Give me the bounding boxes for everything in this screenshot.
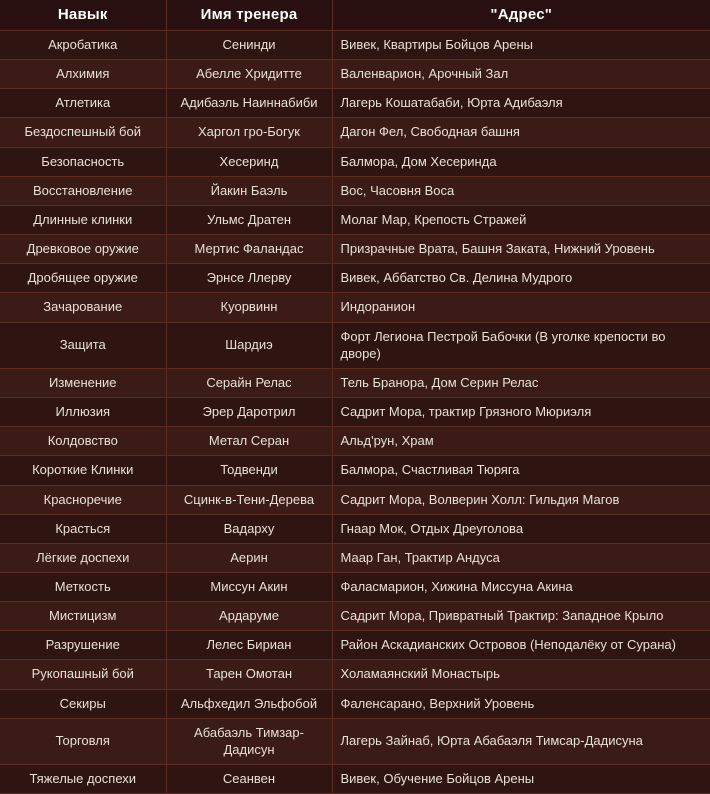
cell-trainer: Миссун Акин [166,572,332,601]
cell-skill: Разрушение [0,631,166,660]
cell-skill: Красноречие [0,485,166,514]
table-row [0,572,710,601]
cell-trainer: Мертис Фаландас [166,235,332,264]
table-row [0,322,710,368]
cell-skill: Алхимия [0,60,166,89]
cell-address: Садрит Мора, Привратный Трактир: Западное Крыло [332,602,710,631]
table-row [0,631,710,660]
cell-trainer: Йакин Баэль [166,176,332,205]
cell-skill: Короткие Клинки [0,456,166,485]
table-row [0,718,710,764]
cell-trainer: Альфхедил Эльфобой [166,689,332,718]
table-row [0,293,710,322]
table-row [0,89,710,118]
cell-address: Молаг Мар, Крепость Стражей [332,205,710,234]
cell-skill: Торговля [0,718,166,764]
table-row [0,235,710,264]
cell-trainer: Ульмс Дратен [166,205,332,234]
cell-address: Район Аскадианских Островов (Неподалёку от Сурана) [332,631,710,660]
cell-skill: Зачарование [0,293,166,322]
cell-trainer: Аерин [166,543,332,572]
cell-address: Маар Ган, Трактир Андуса [332,543,710,572]
cell-address: Тель Бранора, Дом Серин Релас [332,368,710,397]
cell-address: Фаленсаранo, Верхний Уровень [332,689,710,718]
cell-address: Вивек, Квартиры Бойцов Арены [332,31,710,60]
table-row [0,31,710,60]
cell-trainer: Сенинди [166,31,332,60]
cell-address: Садрит Мора, трактир Грязного Мюриэля [332,398,710,427]
table-row [0,205,710,234]
cell-skill: Тяжелые доспехи [0,765,166,794]
cell-address: Садрит Мора, Волверин Холл: Гильдия Магов [332,485,710,514]
cell-skill: Бездоспешный бой [0,118,166,147]
cell-trainer: Эрер Даротрил [166,398,332,427]
cell-trainer: Абелле Хридитте [166,60,332,89]
cell-skill: Защита [0,322,166,368]
cell-trainer: Сцинк-в-Тени-Дерева [166,485,332,514]
cell-address: Альд'рун, Храм [332,427,710,456]
cell-address: Балмора, Дом Хесеринда [332,147,710,176]
table-header [0,0,710,31]
cell-skill: Восстановление [0,176,166,205]
cell-skill: Секиры [0,689,166,718]
table-row [0,147,710,176]
cell-trainer: Ардаруме [166,602,332,631]
cell-address: Призрачные Врата, Башня Заката, Нижний Уровень [332,235,710,264]
table-row [0,264,710,293]
cell-skill: Дробящее оружие [0,264,166,293]
table-row [0,660,710,689]
cell-skill: Длинные клинки [0,205,166,234]
cell-address: Лагерь Зайнаб, Юрта Абабаэля Тимсар-Дадисуна [332,718,710,764]
table-row [0,765,710,794]
table-row [0,398,710,427]
cell-address: Балмора, Счастливая Тюряга [332,456,710,485]
cell-address: Холамаянский Монастырь [332,660,710,689]
cell-address: Дагон Фел, Свободная башня [332,118,710,147]
cell-trainer: Тодвенди [166,456,332,485]
cell-skill: Акробатика [0,31,166,60]
cell-address: Гнаар Мок, Отдых Дреуголова [332,514,710,543]
table-row [0,543,710,572]
table-row [0,485,710,514]
table-row [0,689,710,718]
cell-trainer: Шардиэ [166,322,332,368]
cell-trainer: Куорвинн [166,293,332,322]
cell-skill: Меткость [0,572,166,601]
table-row [0,602,710,631]
cell-address: Фаласмарион, Хижина Миссуна Акина [332,572,710,601]
cell-skill: Безопасность [0,147,166,176]
cell-skill: Колдовство [0,427,166,456]
column-header-trainer: Имя тренера [166,0,332,31]
cell-trainer: Абабаэль Тимзар-Дадисун [166,718,332,764]
cell-address: Валенварион, Арочный Зал [332,60,710,89]
cell-trainer: Сеанвен [166,765,332,794]
header-row [0,0,710,31]
cell-address: Лагерь Кошатабаби, Юрта Адибаэля [332,89,710,118]
cell-skill: Иллюзия [0,398,166,427]
table-row [0,60,710,89]
cell-trainer: Хесеринд [166,147,332,176]
table-body [0,31,710,794]
cell-address: Индоранион [332,293,710,322]
cell-address: Вос, Часовня Воса [332,176,710,205]
cell-skill: Рукопашный бой [0,660,166,689]
cell-address: Форт Легиона Пестрой Бабочки (В уголке крепости во дворе) [332,322,710,368]
cell-trainer: Эрнсе Ллерву [166,264,332,293]
table-row [0,514,710,543]
cell-address: Вивек, Аббатство Св. Делина Мудрого [332,264,710,293]
cell-trainer: Тарен Омотан [166,660,332,689]
table-row [0,118,710,147]
cell-trainer: Метал Серан [166,427,332,456]
cell-trainer: Адибаэль Наиннабиби [166,89,332,118]
cell-address: Вивек, Обучение Бойцов Арены [332,765,710,794]
cell-trainer: Лелес Бириан [166,631,332,660]
column-header-address: "Адрес" [332,0,710,31]
cell-skill: Атлетика [0,89,166,118]
column-header-skill: Навык [0,0,166,31]
cell-skill: Мистицизм [0,602,166,631]
cell-trainer: Серайн Релас [166,368,332,397]
cell-trainer: Харгол гро-Богук [166,118,332,147]
cell-skill: Древковое оружие [0,235,166,264]
cell-trainer: Вадарху [166,514,332,543]
cell-skill: Лёгкие доспехи [0,543,166,572]
cell-skill: Красться [0,514,166,543]
table-row [0,456,710,485]
table-row [0,368,710,397]
table-row [0,176,710,205]
cell-skill: Изменение [0,368,166,397]
table-row [0,427,710,456]
